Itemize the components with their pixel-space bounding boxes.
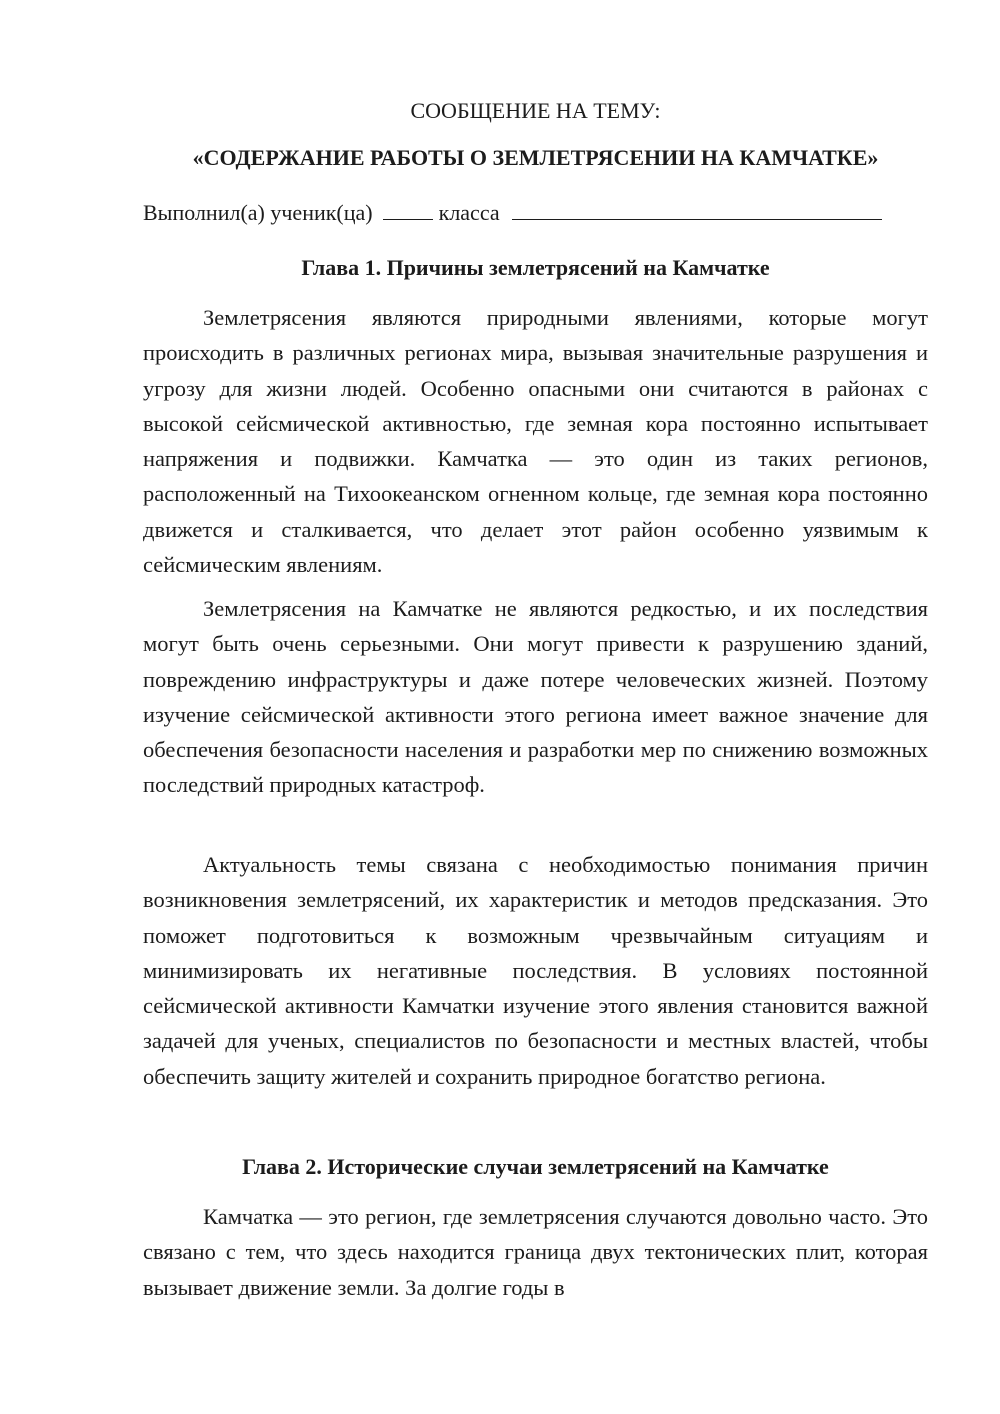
author-prefix: Выполнил(а) ученик(ца) xyxy=(143,200,373,225)
class-name-blank xyxy=(512,199,882,220)
class-label: класса xyxy=(438,200,500,225)
document-title-line2: «СОДЕРЖАНИЕ РАБОТЫ О ЗЕМЛЕТРЯСЕНИИ НА КАМЧАТКЕ» xyxy=(192,145,879,170)
class-number-blank xyxy=(383,199,433,220)
chapter-1-paragraph-1: Землетрясения являются природными явлениями, которые могут происходить в различных регионах мира, вызывая значительные разрушения и угрозу для жизни людей. Особенно опасными они считаются в районах с высокой сейсмической активностью, где земная кора постоянно испытывает напряжения и подвижки. Камчатка — это один из таких регионов, расположенный на Тихоокеанском огненном кольце, где земная кора постоянно движется и сталкивается, что делает этот район особенно уязвимым к сейсмическим явлениям. xyxy=(143,305,928,578)
chapter-2-heading: Глава 2. Исторические случаи землетрясений на Камчатке xyxy=(242,1154,829,1179)
chapter-2-paragraph-1: Камчатка — это регион, где землетрясения случаются довольно часто. Это связано с тем, что здесь находится граница двух тектонических плит, которая вызывает движение земли. За долгие годы в xyxy=(143,1204,928,1300)
chapter-1-heading: Глава 1. Причины землетрясений на Камчатке xyxy=(301,255,770,280)
chapter-1-paragraph-2: Землетрясения на Камчатке не являются редкостью, и их последствия могут быть очень серьезными. Они могут привести к разрушению зданий, повреждению инфраструктуры и даже потере человеческих жизней. Поэтому изучение сейсмической активности этого региона имеет важное значение для обеспечения безопасности населения и разработки мер по снижению возможных последствий природных катастроф. xyxy=(143,596,928,798)
document-title-line1: СООБЩЕНИЕ НА ТЕМУ: xyxy=(410,98,661,123)
author-line xyxy=(143,198,928,228)
chapter-1-paragraph-3: Актуальность темы связана с необходимостью понимания причин возникновения землетрясений, их характеристик и методов предсказания. Это поможет подготовиться к возможным чрезвычайным ситуациям и минимизировать их негативные последствия. В условиях постоянной сейсмической активности Камчатки изучение этого явления становится важной задачей для ученых, специалистов по безопасности и местных властей, чтобы обеспечить защиту жителей и сохранить природное богатство региона. xyxy=(143,852,928,1089)
